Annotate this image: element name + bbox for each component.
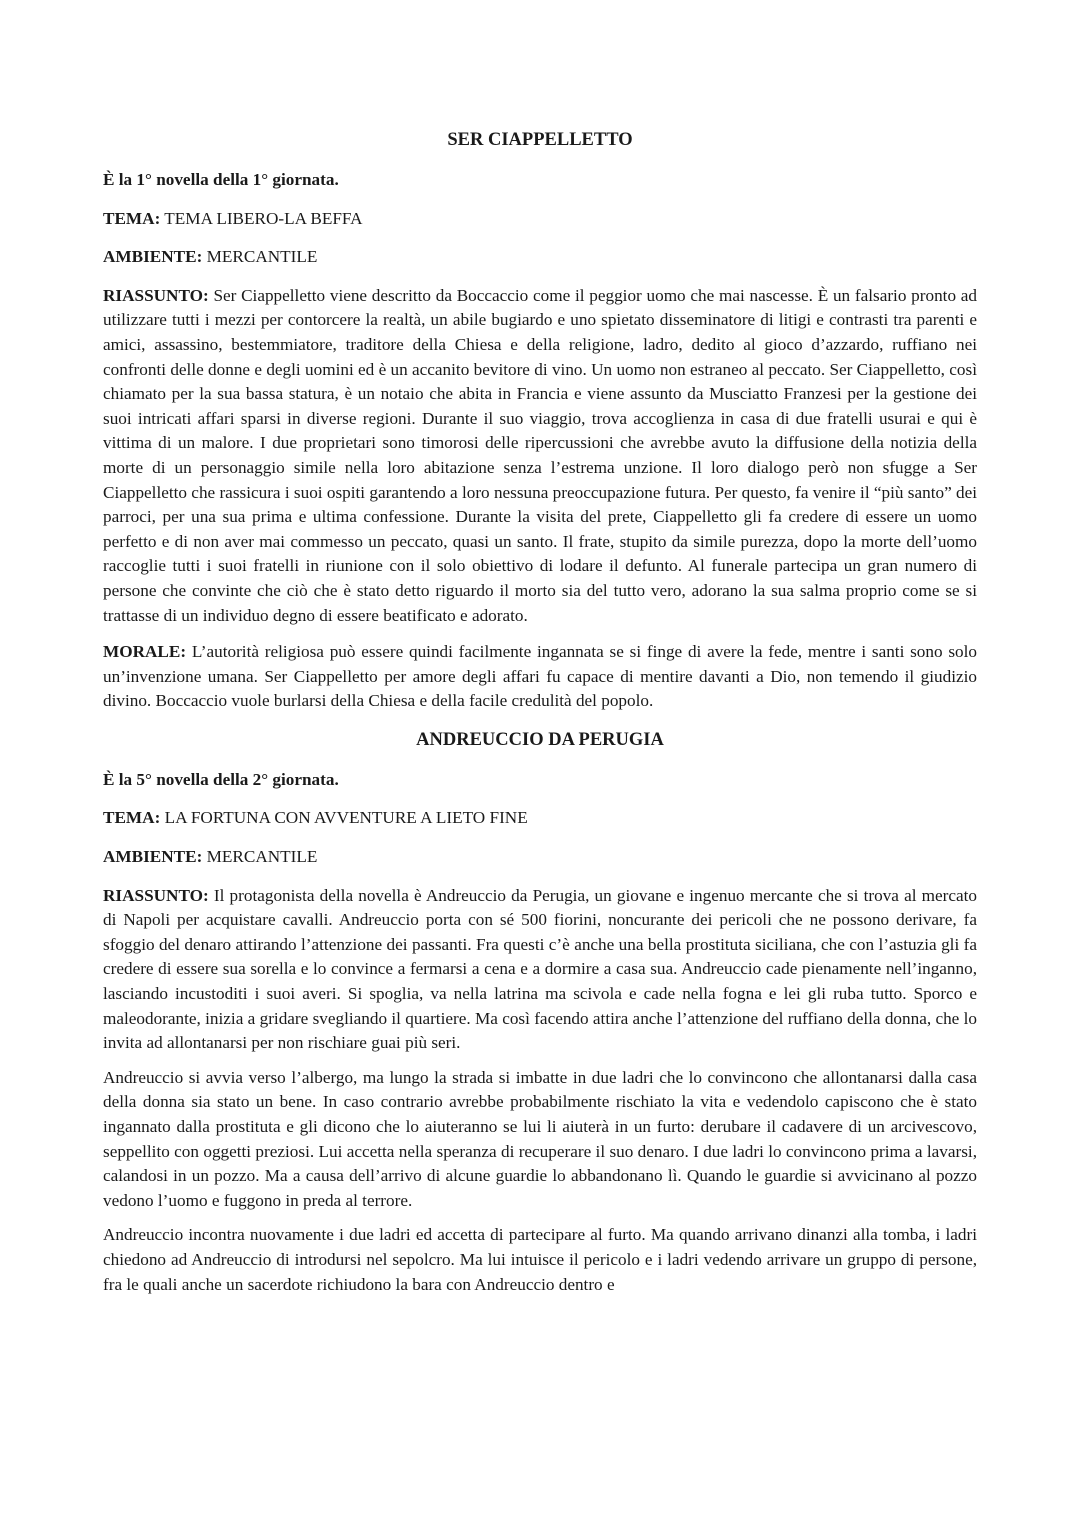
tema-line (103, 806, 977, 831)
novella-intro (103, 168, 977, 193)
ambiente-value: MERCANTILE (202, 247, 318, 267)
riassunto-label: RIASSUNTO: (103, 285, 209, 305)
riassunto-text: Il protagonista della novella è Andreuccio da Perugia, un giovane e ingenuo mercante che si trova al mercato di Napoli per acquistare cavalli. Andreuccio porta con sé 500 fiorini, noncurante dei pericoli che ne possono derivare, fa sfoggio del denaro attirando l’attenzione dei passanti. Fra questi c’è anche una bella prostituta siciliana, che con l’astuzia gli fa credere di essere sua sorella e lo convince a fermarsi a cena e a dormire a casa sua. Andreuccio cade pienamente nell’inganno, lasciando incustoditi i suoi averi. Si spoglia, va nella latrina ma scivola e cade nella fogna e lei gli ruba tutto. Sporco e maleodorante, inizia a gridare svegliando il quartiere. Ma così facendo attira anche l’attenzione del ruffiano della donna, che lo invita ad allontanarsi per non rischiare guai più seri. (103, 885, 977, 1053)
morale-label: MORALE: (103, 642, 187, 662)
riassunto-paragraph (103, 284, 977, 628)
tema-label: TEMA: (103, 808, 161, 828)
ambiente-line (103, 845, 977, 870)
tema-value: LA FORTUNA CON AVVENTURE A LIETO FINE (160, 808, 528, 828)
document-page (103, 126, 977, 1309)
ambiente-label: AMBIENTE: (103, 247, 203, 267)
riassunto-text: Ser Ciappelletto viene descritto da Boccaccio come il peggior uomo che mai nascesse. È un falsario pronto ad utilizzare tutti i mezzi per contorcere la realtà, un abile bugiardo e uno spietato disseminatore di litigi e contrasti tra parenti e amici, assassino, bestemmiatore, traditore della Chiesa e della religione, ladro, dedito al gioco d’azzardo, ruffiano nei confronti delle donne e degli uomini ed è un accanito bevitore di vino. Un uomo non estraneo al peccato. Ser Ciappelletto, così chiamato per la sua bassa statura, è un notaio che abita in Francia e viene assunto da Musciatto Franzesi per la gestione dei suoi intricati affari sparsi in diverse regioni. Durante il suo viaggio, trova accoglienza in casa di due fratelli usurai e qui è vittima di un malore. I due proprietari sono timorosi delle ripercussioni che avrebbe avuto la diffusione della notizia della morte di un personaggio simile nella loro abitazione senza l’estrema unzione. Il loro dialogo però non sfugge a Ser Ciappelletto che rassicura i suoi ospiti garantendo a loro nessuna preoccupazione futura. Per questo, fa venire il “più santo” dei parroci, per una sua prima e ultima confessione. Durante la visita del prete, Ciappelletto gli fa credere di essere un uomo perfetto e di non aver mai commesso un peccato, quasi un santo. Il frate, stupito da simile purezza, dopo la morte dell’uomo raccoglie tutti i suoi fratelli in riunione con il solo obiettivo di lodare il defunto. Al funerale partecipa un gran numero di persone che convinte che ciò che è stato detto riguardo il morto sia del tutto vero, adorano la sua salma proprio come se si trattasse di un individuo degno di essere beatificato e adorato. (103, 285, 977, 625)
morale-paragraph (103, 640, 977, 714)
novella-intro (103, 768, 977, 793)
tema-line (103, 207, 977, 232)
riassunto-label: RIASSUNTO: (103, 885, 209, 905)
ambiente-label: AMBIENTE: (103, 847, 203, 867)
ambiente-line (103, 245, 977, 270)
section-title-andreuccio: ANDREUCCIO DA PERUGIA (416, 729, 664, 750)
ambiente-value: MERCANTILE (202, 847, 318, 867)
riassunto-paragraph (103, 884, 977, 1056)
tema-value: TEMA LIBERO-LA BEFFA (160, 208, 363, 228)
section-title-ciappelletto: SER CIAPPELLETTO (447, 130, 633, 150)
intro-text: È la 5° novella della 2° giornata. (103, 769, 339, 789)
morale-text: L’autorità religiosa può essere quindi facilmente ingannata se si finge di avere la fede, mentre i santi sono solo un’invenzione umana. Ser Ciappelletto per amore degli affari fu capace di mentire davanti a Dio, non temendo il giudizio divino. Boccaccio vuole burlarsi della Chiesa e della facile credulità del popolo. (103, 642, 977, 711)
story-paragraph: Andreuccio incontra nuovamente i due ladri ed accetta di partecipare al furto. Ma quando arrivano dinanzi alla tomba, i ladri chiedono ad Andreuccio di introdursi nel sepolcro. Ma lui intuisce il pericolo e i ladri vedendo arrivare un gruppo di persone, fra le quali anche un sacerdote richiudono la bara con Andreuccio dentro e (103, 1225, 977, 1294)
intro-text: È la 1° novella della 1° giornata. (103, 170, 339, 189)
tema-label: TEMA: (103, 208, 161, 228)
story-paragraph: Andreuccio si avvia verso l’albergo, ma lungo la strada si imbatte in due ladri che lo convincono che allontanarsi dalla casa della donna sia stato un bene. In caso contrario avrebbe probabilmente rischiato la vita e vedendolo capiscono che è stato ingannato dalla prostituta e gli dicono che lo aiuteranno se lui li aiuterà in un furto: derubare il cadavere di un arcivescovo, seppellito con oggetti preziosi. Lui accetta nella speranza di recuperare il suo denaro. I due ladri lo convincono prima a lavarsi, calandosi in un pozzo. Ma a causa dell’arrivo di alcune guardie lo abbandonano lì. Quando le guardie si avvicinano al pozzo vedono l’uomo e fuggono in preda al terrore. (103, 1067, 977, 1210)
